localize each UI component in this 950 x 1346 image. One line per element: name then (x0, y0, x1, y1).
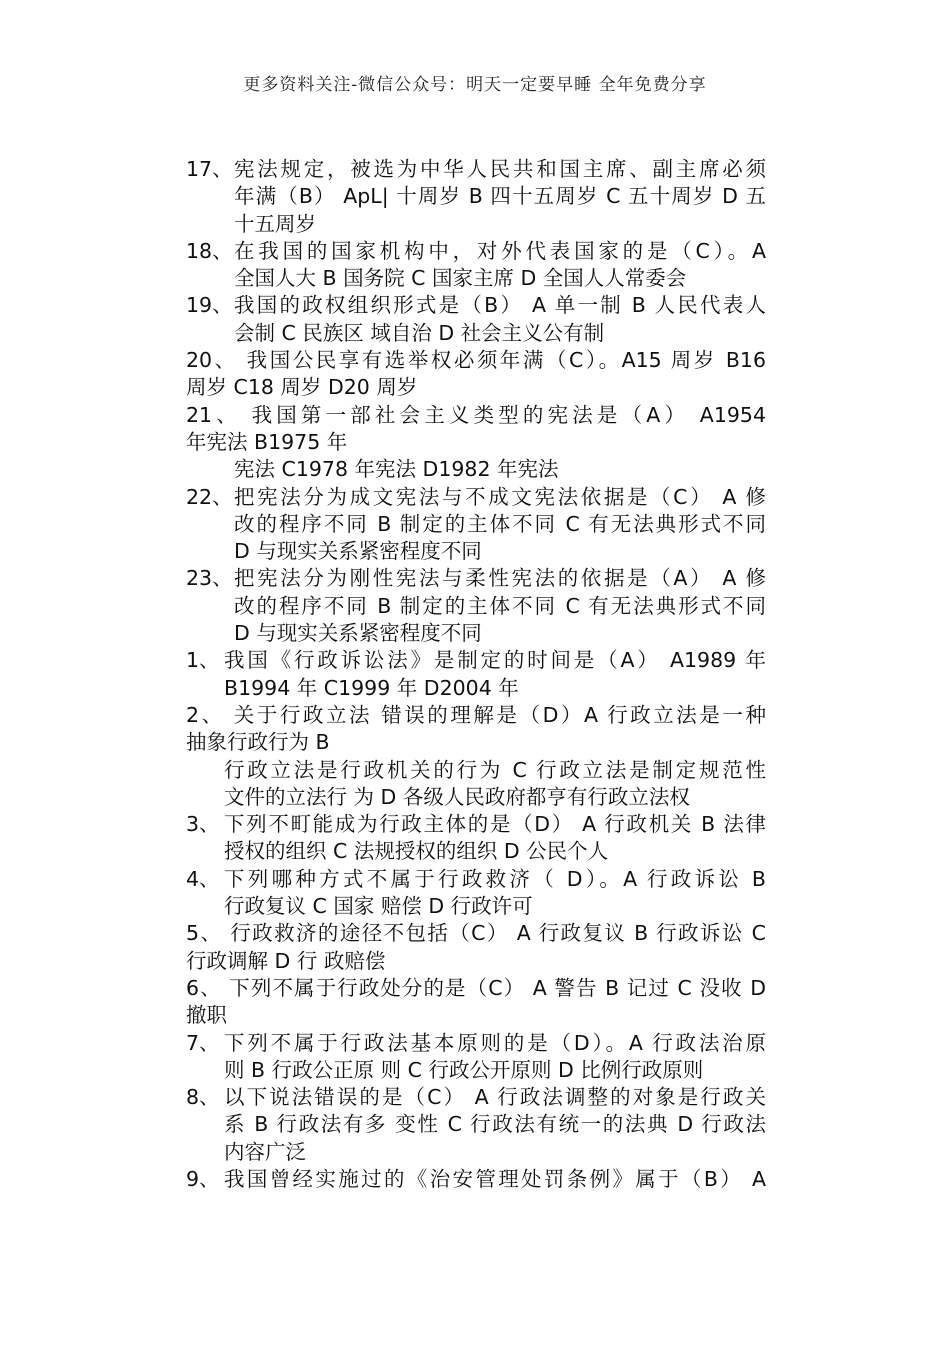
question-text: 20、 我国公民享有选举权必须年满（C）。A15 周岁 B16 (186, 348, 766, 373)
question-21 (186, 402, 766, 484)
question-number: 18、 (186, 238, 233, 263)
question-text: D 与现实关系紧密程度不同 (234, 539, 482, 564)
page-header: 更多资料关注-微信公众号：明天一定要早睡 全年免费分享 (243, 75, 707, 95)
question-number: 8、 (186, 1085, 220, 1110)
question-number: 19、 (186, 293, 233, 318)
question-text: D 与现实关系紧密程度不同 (234, 621, 482, 646)
question-text: 在我国的国家机构中，对外代表国家的是（C）。A (234, 238, 766, 263)
question-text: 21、 我国第一部社会主义类型的宪法是（A） A1954 (186, 402, 766, 427)
question-number: 7、 (186, 1030, 220, 1055)
question-text: B1994 年 C1999 年 D2004 年 (224, 675, 519, 700)
question-text: 全国人大 B 国务院 C 国家主席 D 全国人人常委会 (234, 266, 687, 291)
question-text: 把宪法分为刚性宪法与柔性宪法的依据是（A） A 修 (234, 566, 766, 591)
question-22 (186, 484, 766, 566)
admin-question-5 (186, 920, 766, 975)
question-text: 6、 下列不属于行政处分的是（C） A 警告 B 记过 C 没收 D (186, 975, 766, 1000)
question-text: 内容广泛 (224, 1139, 306, 1164)
question-text: 授权的组织 C 法规授权的组织 D 公民个人 (224, 839, 609, 864)
question-number: 3、 (186, 812, 220, 837)
question-text: 周岁 C18 周岁 D20 周岁 (186, 375, 418, 400)
question-text: 文件的立法行 为 D 各级人民政府都亨有行政立法权 (224, 784, 690, 809)
admin-question-7 (186, 1030, 766, 1085)
question-text: 2、 关于行政立法 错误的理解是（D）A 行政立法是一种 (186, 702, 766, 727)
question-19 (186, 292, 766, 347)
question-list (186, 156, 766, 1193)
question-20 (186, 347, 766, 402)
question-number: 17、 (186, 157, 233, 181)
question-text: 宪法规定，被选为中华人民共和国主席、副主席必须 (234, 157, 766, 181)
admin-question-3 (186, 811, 766, 866)
question-text: 改的程序不同 B 制定的主体不同 C 有无法典形式不同 (234, 593, 766, 618)
question-text: 会制 C 民族区 域自治 D 社会主义公有制 (234, 320, 605, 345)
question-18 (186, 238, 766, 293)
admin-question-9 (186, 1166, 766, 1193)
question-text: 十五周岁 (234, 211, 316, 236)
question-text: 以下说法错误的是（C） A 行政法调整的对象是行政关 (224, 1085, 766, 1110)
question-text: 宪法 C1978 年宪法 D1982 年宪法 (234, 457, 559, 482)
question-text: 下列不属于行政法基本原则的是（D）。A 行政法治原 (224, 1030, 766, 1055)
question-number: 9、 (186, 1166, 220, 1191)
question-number: 1、 (186, 648, 220, 673)
admin-question-2 (186, 702, 766, 811)
question-text: 则 B 行政公正原 则 C 行政公开原则 D 比例行政原则 (224, 1057, 704, 1082)
question-text: 行政调解 D 行 政赔偿 (186, 948, 386, 973)
question-23 (186, 565, 766, 647)
question-text: 把宪法分为成文宪法与不成文宪法依据是（C） A 修 (234, 484, 766, 509)
question-text: 5、 行政救济的途径不包括（C） A 行政复议 B 行政诉讼 C (186, 921, 766, 946)
question-text: 行政复议 C 国家 赔偿 D 行政许可 (224, 894, 533, 919)
question-text: 年满（B） ApL| 十周岁 B 四十五周岁 C 五十周岁 D 五 (234, 184, 766, 209)
question-text: 抽象行政行为 B (186, 730, 330, 755)
question-text: 下列不町能成为行政主体的是（D） A 行政机关 B 法律 (224, 812, 766, 837)
admin-question-6 (186, 975, 766, 1030)
question-text: 我国曾经实施过的《治安管理处罚条例》属于（B） A (224, 1166, 766, 1191)
question-text: 系 B 行政法有多 变性 C 行政法有统一的法典 D 行政法 (224, 1112, 766, 1137)
question-number: 4、 (186, 866, 220, 891)
admin-question-4 (186, 866, 766, 921)
question-text: 我国的政权组织形式是（B） A 单一制 B 人民代表人 (234, 293, 766, 318)
admin-question-1 (186, 647, 766, 702)
question-number: 22、 (186, 484, 233, 509)
question-text: 撤职 (186, 1003, 227, 1028)
admin-question-8 (186, 1084, 766, 1166)
question-text: 下列哪种方式不属于行政救济（ D）。A 行政诉讼 B (224, 866, 766, 891)
question-17 (186, 156, 766, 238)
question-text: 行政立法是行政机关的行为 C 行政立法是制定规范性 (224, 757, 766, 782)
question-number: 23、 (186, 566, 233, 591)
question-text: 我国《行政诉讼法》是制定的时间是（A） A1989 年 (224, 648, 766, 673)
question-text: 年宪法 B1975 年 (186, 429, 348, 454)
question-text: 改的程序不同 B 制定的主体不同 C 有无法典形式不同 (234, 511, 766, 536)
